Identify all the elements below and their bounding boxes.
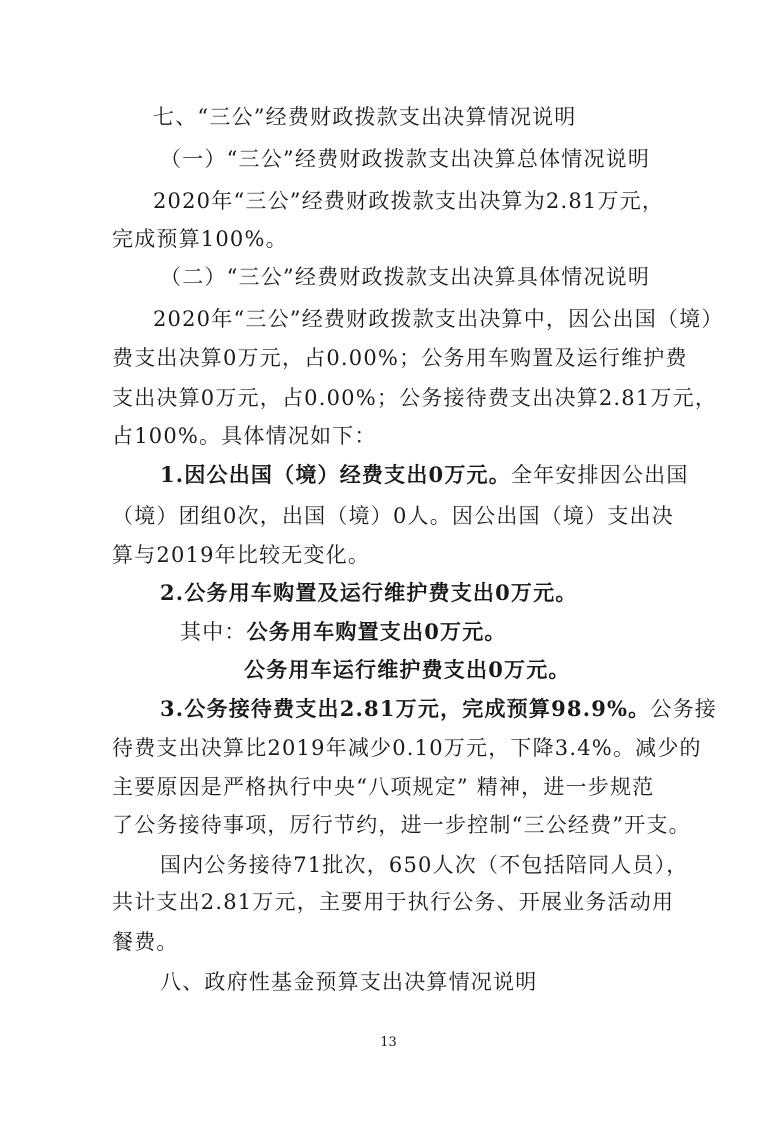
- item-one-heading: 1.因公出国（境）经费支出0万元。: [160, 462, 511, 487]
- item-two-purchase: 公务用车购置支出0万元。: [246, 619, 507, 644]
- paragraph-line: 完成预算100%。: [112, 227, 288, 251]
- paragraph-line: 共计支出2.81万元，主要用于执行公务、开展业务活动用: [112, 890, 675, 914]
- paragraph-line: 支出决算0万元，占0.00%；公务接待费支出决算2.81万元，: [112, 386, 718, 410]
- paragraph-line: 餐费。: [112, 930, 179, 954]
- item-two-maintenance: 公务用车运行维护费支出0万元。: [244, 657, 571, 682]
- page-number: 13: [380, 1035, 397, 1050]
- paragraph-line: 待费支出决算比2019年减少0.10万元，下降3.4%。减少的: [112, 736, 702, 760]
- paragraph-line: 2020年“三公”经费财政拨款支出决算为2.81万元，: [153, 189, 665, 213]
- paragraph-line: 费支出决算0万元，占0.00%；公务用车购置及运行维护费: [112, 346, 688, 370]
- paragraph-line: 了公务接待事项，厉行节约，进一步控制“三公经费”开支。: [112, 813, 691, 837]
- paragraph-line: （境）团组0次，出国（境）0人。因公出国（境）支出决: [112, 504, 674, 528]
- section-heading-eight: 八、政府性基金预算支出决算情况说明: [160, 970, 538, 994]
- item-one-text: 全年安排因公出国: [510, 463, 689, 487]
- paragraph-line: 国内公务接待71批次，650人次（不包括陪同人员），: [160, 853, 689, 877]
- item-two-prefix: 其中：: [180, 620, 247, 644]
- item-two-heading: 2.公务用车购置及运行维护费支出0万元。: [160, 580, 578, 605]
- paragraph-line: [0, 694, 777, 724]
- item-three-text: 公务接: [650, 697, 717, 721]
- paragraph-line: 占100%。具体情况如下：: [112, 424, 377, 448]
- paragraph-line: 主要原因是严格执行中央“八项规定” 精神，进一步规范: [112, 775, 655, 799]
- paragraph-line: 2020年“三公”经费财政拨款支出决算中，因公出国（境）: [153, 307, 724, 331]
- paragraph-line: 算与2019年比较无变化。: [112, 543, 371, 567]
- subheading-overall: （一）“三公”经费财政拨款支出决算总体情况说明: [160, 147, 651, 171]
- paragraph-line: [0, 460, 777, 490]
- paragraph-line: [0, 617, 777, 647]
- item-three-heading: 3.公务接待费支出2.81万元，完成预算98.9%。: [160, 696, 651, 721]
- subheading-detail: （二）“三公”经费财政拨款支出决算具体情况说明: [160, 265, 651, 289]
- section-heading-seven: 七、“三公”经费财政拨款支出决算情况说明: [153, 105, 577, 129]
